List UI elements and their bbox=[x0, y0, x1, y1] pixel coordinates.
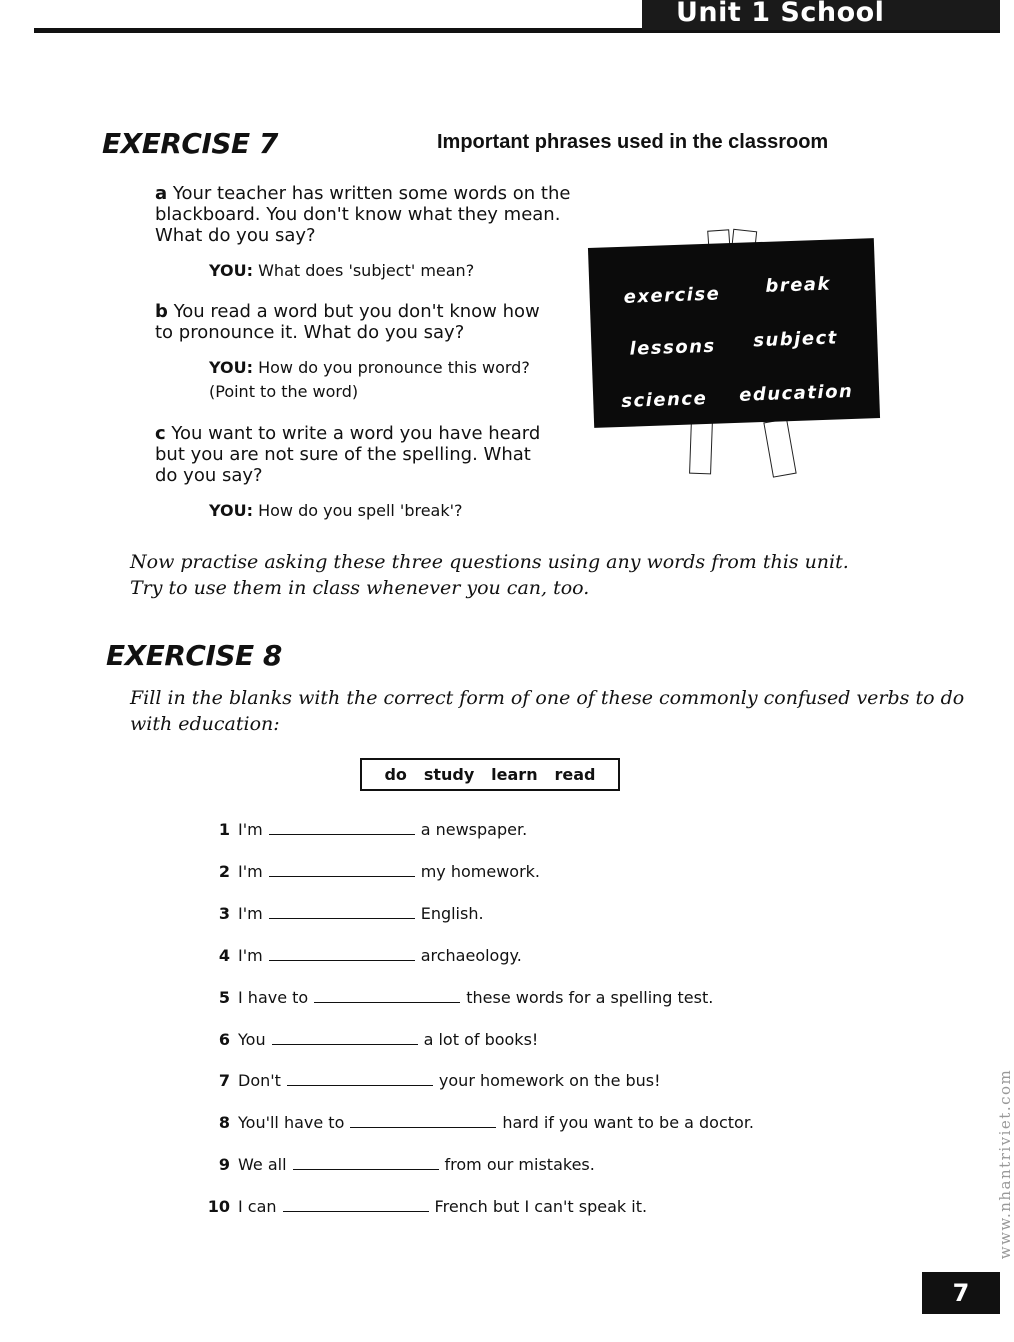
answer-blank[interactable] bbox=[314, 988, 460, 1003]
exercise-item bbox=[204, 1197, 647, 1216]
item-before: You bbox=[238, 1030, 266, 1049]
practice-note-line-1: Now practise asking these three questions using any words from this unit. bbox=[130, 551, 849, 573]
item-before: I'm bbox=[238, 946, 263, 965]
question-text: Your teacher has written some words on the blackboard. You don't know what they mean. What do you say? bbox=[155, 183, 571, 246]
verb-option: learn bbox=[491, 765, 538, 784]
exercise-item bbox=[204, 1030, 538, 1049]
instruction-line-2: with education: bbox=[130, 713, 280, 735]
verb-option: read bbox=[554, 765, 596, 784]
item-after: hard if you want to be a doctor. bbox=[502, 1113, 755, 1132]
board-word: break bbox=[765, 273, 832, 297]
item-number: 7 bbox=[218, 1071, 230, 1090]
board-word: lessons bbox=[629, 335, 717, 360]
board-word: exercise bbox=[623, 283, 721, 308]
item-before: I can bbox=[238, 1197, 277, 1216]
item-after: French but I can't speak it. bbox=[434, 1197, 648, 1216]
question-letter: a bbox=[155, 183, 168, 204]
item-number: 3 bbox=[218, 904, 230, 923]
answer-blank[interactable] bbox=[287, 1071, 433, 1086]
item-after: English. bbox=[420, 904, 484, 923]
question-letter: c bbox=[155, 423, 166, 444]
answer-blank[interactable] bbox=[293, 1155, 439, 1170]
item-number: 9 bbox=[218, 1155, 230, 1174]
item-before: Don't bbox=[238, 1071, 281, 1090]
unit-title: Unit 1 School bbox=[642, 0, 1000, 30]
question-letter: b bbox=[155, 301, 168, 322]
exercise-item bbox=[204, 988, 713, 1007]
blackboard bbox=[588, 238, 880, 428]
answer-blank[interactable] bbox=[269, 820, 415, 835]
answer-c bbox=[209, 499, 463, 523]
answer-blank[interactable] bbox=[269, 904, 415, 919]
exercise-item bbox=[204, 904, 484, 923]
item-number: 10 bbox=[207, 1197, 230, 1216]
item-before: You'll have to bbox=[238, 1113, 345, 1132]
answer-blank[interactable] bbox=[350, 1113, 496, 1128]
exercise-item bbox=[204, 820, 527, 839]
item-number: 8 bbox=[218, 1113, 230, 1132]
question-a bbox=[155, 183, 575, 246]
board-word: subject bbox=[752, 327, 839, 352]
item-after: a lot of books! bbox=[423, 1030, 539, 1049]
answer-a bbox=[209, 259, 474, 283]
exercise-8-title: EXERCISE 8 bbox=[106, 639, 282, 672]
question-c bbox=[155, 423, 555, 486]
item-before: I'm bbox=[238, 820, 263, 839]
item-number: 6 bbox=[218, 1030, 230, 1049]
question-b bbox=[155, 301, 545, 343]
answer-blank[interactable] bbox=[283, 1197, 429, 1212]
instruction-line-1: Fill in the blanks with the correct form of one of these commonly confused verbs to do bbox=[130, 687, 965, 709]
item-number: 1 bbox=[218, 820, 230, 839]
item-after: archaeology. bbox=[420, 946, 522, 965]
exercise-item bbox=[204, 1113, 754, 1132]
board-word: science bbox=[620, 387, 708, 412]
item-number: 2 bbox=[218, 862, 230, 881]
answer-text: How do you spell 'break'? bbox=[258, 501, 463, 520]
board-word: education bbox=[738, 380, 854, 406]
answer-text: How do you pronounce this word? bbox=[258, 358, 530, 377]
item-after: a newspaper. bbox=[420, 820, 528, 839]
you-label: YOU: bbox=[209, 358, 254, 377]
answer-blank[interactable] bbox=[269, 862, 415, 877]
item-before: We all bbox=[238, 1155, 287, 1174]
item-number: 5 bbox=[218, 988, 230, 1007]
exercise-7-title: EXERCISE 7 bbox=[102, 127, 278, 160]
exercise-item bbox=[204, 862, 540, 881]
answer-text: What does 'subject' mean? bbox=[258, 261, 475, 280]
you-label: YOU: bbox=[209, 501, 254, 520]
exercise-7-subtitle: Important phrases used in the classroom bbox=[437, 131, 829, 153]
answer-blank[interactable] bbox=[269, 946, 415, 961]
item-after: my homework. bbox=[420, 862, 541, 881]
item-before: I'm bbox=[238, 904, 263, 923]
answer-note: (Point to the word) bbox=[209, 382, 359, 401]
verb-option: do bbox=[384, 765, 407, 784]
item-after: your homework on the bus! bbox=[438, 1071, 661, 1090]
question-text: You want to write a word you have heard but you are not sure of the spelling. What do you say? bbox=[155, 423, 541, 486]
exercise-item bbox=[204, 946, 522, 965]
answer-blank[interactable] bbox=[272, 1030, 418, 1045]
item-after: from our mistakes. bbox=[444, 1155, 595, 1174]
exercise-item bbox=[204, 1071, 661, 1090]
easel-leg bbox=[689, 420, 713, 475]
verb-option: study bbox=[423, 765, 475, 784]
verb-box bbox=[360, 758, 620, 791]
you-label: YOU: bbox=[209, 261, 254, 280]
item-before: I have to bbox=[238, 988, 309, 1007]
practice-note-line-2: Try to use them in class whenever you can, too. bbox=[130, 577, 590, 599]
easel-leg bbox=[763, 418, 796, 477]
question-text: You read a word but you don't know how to pronounce it. What do you say? bbox=[155, 301, 540, 343]
exercise-item bbox=[204, 1155, 595, 1174]
page-number: 7 bbox=[922, 1272, 1000, 1314]
item-before: I'm bbox=[238, 862, 263, 881]
answer-b bbox=[209, 356, 569, 404]
watermark: www.nhantriviet.com bbox=[996, 1068, 1014, 1260]
item-number: 4 bbox=[218, 946, 230, 965]
item-after: these words for a spelling test. bbox=[466, 988, 714, 1007]
